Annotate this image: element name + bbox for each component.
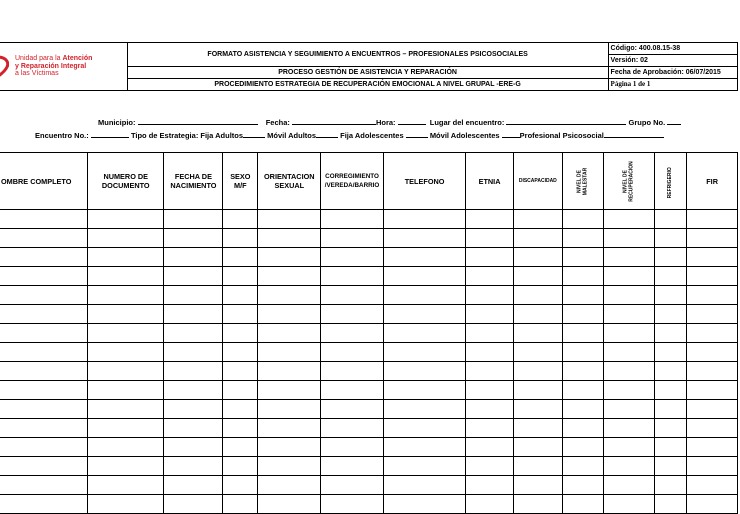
table-cell[interactable]	[164, 229, 223, 248]
fecha-label: Fecha:	[265, 118, 290, 127]
municipio-label: Municipio:	[98, 118, 136, 127]
table-cell[interactable]	[655, 229, 687, 248]
table-cell[interactable]	[563, 229, 604, 248]
table-cell[interactable]	[513, 305, 562, 324]
table-cell[interactable]	[321, 210, 383, 229]
table-cell[interactable]	[88, 210, 164, 229]
table-cell[interactable]	[258, 419, 321, 438]
table-cell[interactable]	[687, 210, 738, 229]
col-numero-documento: NUMERO DE DOCUMENTO	[88, 153, 164, 210]
table-row	[0, 267, 738, 286]
table-cell[interactable]	[321, 419, 383, 438]
table-cell[interactable]	[383, 457, 466, 476]
table-cell[interactable]	[88, 229, 164, 248]
table-cell[interactable]	[563, 324, 604, 343]
table-cell[interactable]	[655, 362, 687, 381]
table-cell[interactable]	[223, 362, 258, 381]
table-cell[interactable]	[0, 286, 88, 305]
table-cell[interactable]	[687, 324, 738, 343]
table-cell[interactable]	[164, 210, 223, 229]
table-cell[interactable]	[513, 476, 562, 495]
table-cell[interactable]	[321, 457, 383, 476]
table-cell[interactable]	[466, 324, 513, 343]
table-cell[interactable]	[383, 495, 466, 514]
table-cell[interactable]	[383, 343, 466, 362]
table-cell[interactable]	[223, 438, 258, 457]
table-cell[interactable]	[321, 476, 383, 495]
table-cell[interactable]	[88, 305, 164, 324]
table-cell[interactable]	[466, 229, 513, 248]
table-cell[interactable]	[0, 419, 88, 438]
logo-line3: a las Víctimas	[15, 70, 59, 78]
grupo-label: Grupo No.	[628, 118, 666, 127]
table-cell[interactable]	[223, 267, 258, 286]
table-cell[interactable]	[563, 495, 604, 514]
fija-adultos-field[interactable]	[243, 130, 265, 138]
table-cell[interactable]	[687, 457, 738, 476]
table-cell[interactable]	[0, 476, 88, 495]
table-cell[interactable]	[223, 286, 258, 305]
table-cell[interactable]	[466, 286, 513, 305]
table-cell[interactable]	[687, 400, 738, 419]
table-cell[interactable]	[687, 476, 738, 495]
col-nombre-completo: OMBRE COMPLETO	[0, 153, 88, 210]
table-cell[interactable]	[604, 286, 655, 305]
col-refrigerio	[655, 153, 687, 210]
table-cell[interactable]	[563, 286, 604, 305]
procedure-name: PROCEDIMIENTO ESTRATEGIA DE RECUPERACIÓN EMOCIONAL A NIVEL GRUPAL -ERE-G	[127, 79, 608, 91]
logo-line1: Unidad para la	[15, 55, 63, 63]
col-firma: FIR	[687, 153, 738, 210]
refrigerio-label: REFRIGERIO	[666, 167, 673, 199]
logo-text	[15, 55, 92, 78]
table-cell[interactable]	[687, 286, 738, 305]
table-cell[interactable]	[604, 495, 655, 514]
attendance-table-body	[0, 210, 738, 514]
table-cell[interactable]	[383, 381, 466, 400]
table-cell[interactable]	[0, 305, 88, 324]
table-cell[interactable]	[383, 419, 466, 438]
table-cell[interactable]	[655, 286, 687, 305]
table-cell[interactable]	[655, 419, 687, 438]
table-cell[interactable]	[0, 495, 88, 514]
table-cell[interactable]	[563, 210, 604, 229]
fija-adolescentes-field[interactable]	[406, 130, 428, 138]
table-cell[interactable]	[513, 419, 562, 438]
table-cell[interactable]	[466, 400, 513, 419]
table-cell[interactable]	[164, 457, 223, 476]
table-cell[interactable]	[0, 438, 88, 457]
table-cell[interactable]	[164, 362, 223, 381]
table-cell[interactable]	[604, 400, 655, 419]
page-number: Página 1 de 1	[608, 79, 737, 91]
table-cell[interactable]	[687, 381, 738, 400]
table-cell[interactable]	[513, 400, 562, 419]
table-cell[interactable]	[164, 495, 223, 514]
table-cell[interactable]	[513, 457, 562, 476]
table-cell[interactable]	[258, 248, 321, 267]
table-cell[interactable]	[383, 362, 466, 381]
table-cell[interactable]	[513, 229, 562, 248]
movil-adultos-field[interactable]	[316, 130, 338, 138]
table-cell[interactable]	[466, 248, 513, 267]
table-row	[0, 438, 738, 457]
tipo-label: Tipo de Estrategia: Fija Adultos	[130, 131, 244, 140]
col-corregimiento: CORREGIMIENTO /VEREDA/BARRIO	[321, 153, 383, 210]
table-row	[0, 210, 738, 229]
table-cell[interactable]	[164, 476, 223, 495]
form-line-2	[35, 130, 664, 140]
table-cell[interactable]	[563, 476, 604, 495]
table-cell[interactable]	[321, 495, 383, 514]
table-cell[interactable]	[513, 343, 562, 362]
table-cell[interactable]	[604, 324, 655, 343]
table-row	[0, 286, 738, 305]
table-cell[interactable]	[258, 324, 321, 343]
table-cell[interactable]	[604, 438, 655, 457]
table-cell[interactable]	[164, 324, 223, 343]
table-cell[interactable]	[223, 343, 258, 362]
table-cell[interactable]	[687, 343, 738, 362]
table-cell[interactable]	[466, 343, 513, 362]
table-cell[interactable]	[88, 286, 164, 305]
table-cell[interactable]	[321, 343, 383, 362]
table-cell[interactable]	[563, 343, 604, 362]
table-cell[interactable]	[258, 210, 321, 229]
form-line-1	[98, 117, 681, 127]
table-cell[interactable]	[513, 210, 562, 229]
table-cell[interactable]	[258, 381, 321, 400]
lugar-label: Lugar del encuentro:	[429, 118, 505, 127]
table-cell[interactable]	[383, 286, 466, 305]
table-cell[interactable]	[321, 438, 383, 457]
table-cell[interactable]	[563, 267, 604, 286]
table-cell[interactable]	[655, 210, 687, 229]
logo-heart-icon	[0, 55, 9, 79]
document-header	[0, 42, 738, 91]
table-cell[interactable]	[223, 324, 258, 343]
col-nivel-recuperacion	[604, 153, 655, 210]
table-cell[interactable]	[604, 305, 655, 324]
table-cell[interactable]	[88, 438, 164, 457]
fija-adolescentes-label: Fija Adolescentes	[340, 131, 404, 140]
table-cell[interactable]	[655, 400, 687, 419]
table-cell[interactable]	[604, 476, 655, 495]
table-cell[interactable]	[466, 457, 513, 476]
table-cell[interactable]	[88, 476, 164, 495]
table-cell[interactable]	[563, 400, 604, 419]
table-cell[interactable]	[88, 457, 164, 476]
grupo-field[interactable]	[667, 117, 681, 125]
table-cell[interactable]	[258, 438, 321, 457]
table-cell[interactable]	[466, 419, 513, 438]
encuentro-field[interactable]	[91, 130, 129, 138]
table-cell[interactable]	[655, 438, 687, 457]
table-cell[interactable]	[466, 267, 513, 286]
table-cell[interactable]	[88, 343, 164, 362]
table-cell[interactable]	[513, 286, 562, 305]
table-row	[0, 476, 738, 495]
table-cell[interactable]	[88, 362, 164, 381]
municipio-field[interactable]	[138, 117, 258, 125]
table-cell[interactable]	[466, 438, 513, 457]
table-cell[interactable]	[383, 267, 466, 286]
table-cell[interactable]	[513, 362, 562, 381]
table-cell[interactable]	[164, 419, 223, 438]
table-cell[interactable]	[88, 419, 164, 438]
table-cell[interactable]	[655, 248, 687, 267]
table-row	[0, 229, 738, 248]
table-cell[interactable]	[383, 438, 466, 457]
table-cell[interactable]	[0, 267, 88, 286]
table-cell[interactable]	[0, 457, 88, 476]
table-cell[interactable]	[223, 248, 258, 267]
table-cell[interactable]	[321, 400, 383, 419]
table-cell[interactable]	[88, 267, 164, 286]
table-cell[interactable]	[258, 286, 321, 305]
table-cell[interactable]	[687, 305, 738, 324]
doc-code: Código: 400.08.15-38	[608, 43, 737, 55]
table-header-row	[0, 153, 738, 210]
table-cell[interactable]	[655, 457, 687, 476]
table-cell[interactable]	[258, 476, 321, 495]
table-cell[interactable]	[223, 495, 258, 514]
table-row	[0, 457, 738, 476]
table-cell[interactable]	[0, 324, 88, 343]
table-cell[interactable]	[258, 305, 321, 324]
table-cell[interactable]	[604, 267, 655, 286]
col-fecha-nacimiento: FECHA DE NACIMIENTO	[164, 153, 223, 210]
col-etnia: ETNIA	[466, 153, 513, 210]
table-row	[0, 362, 738, 381]
table-cell[interactable]	[563, 419, 604, 438]
table-cell[interactable]	[164, 248, 223, 267]
table-cell[interactable]	[0, 229, 88, 248]
table-cell[interactable]	[604, 248, 655, 267]
table-cell[interactable]	[513, 438, 562, 457]
table-cell[interactable]	[258, 343, 321, 362]
table-cell[interactable]	[513, 324, 562, 343]
table-row	[0, 343, 738, 362]
table-cell[interactable]	[655, 324, 687, 343]
profesional-label: Profesional Psicosocial	[519, 131, 604, 140]
table-cell[interactable]	[258, 362, 321, 381]
table-cell[interactable]	[0, 362, 88, 381]
table-cell[interactable]	[321, 229, 383, 248]
attendance-table	[0, 152, 738, 514]
table-cell[interactable]	[513, 381, 562, 400]
table-cell[interactable]	[687, 229, 738, 248]
table-cell[interactable]	[383, 248, 466, 267]
table-cell[interactable]	[321, 305, 383, 324]
col-nivel-malestar	[563, 153, 604, 210]
format-title: FORMATO ASISTENCIA Y SEGUIMIENTO A ENCUENTROS – PROFESIONALES PSICOSOCIALES	[127, 43, 608, 67]
table-cell[interactable]	[164, 343, 223, 362]
table-row	[0, 495, 738, 514]
table-cell[interactable]	[88, 381, 164, 400]
doc-version: Versión: 02	[608, 55, 737, 67]
table-row	[0, 400, 738, 419]
fecha-field[interactable]	[292, 117, 376, 125]
table-cell[interactable]	[223, 229, 258, 248]
table-cell[interactable]	[563, 305, 604, 324]
table-cell[interactable]	[383, 229, 466, 248]
table-cell[interactable]	[466, 476, 513, 495]
table-cell[interactable]	[321, 286, 383, 305]
table-cell[interactable]	[0, 343, 88, 362]
movil-adolescentes-field[interactable]	[502, 130, 520, 138]
table-cell[interactable]	[687, 248, 738, 267]
table-cell[interactable]	[604, 419, 655, 438]
table-row	[0, 324, 738, 343]
table-cell[interactable]	[223, 400, 258, 419]
movil-adultos-label: Móvil Adultos	[267, 131, 317, 140]
table-cell[interactable]	[164, 400, 223, 419]
col-telefono: TELEFONO	[383, 153, 466, 210]
movil-adolescentes-label: Móvil Adolescentes	[429, 131, 500, 140]
table-cell[interactable]	[604, 362, 655, 381]
hora-field[interactable]	[398, 117, 426, 125]
table-cell[interactable]	[383, 305, 466, 324]
table-cell[interactable]	[258, 267, 321, 286]
table-cell[interactable]	[687, 419, 738, 438]
table-cell[interactable]	[513, 267, 562, 286]
table-cell[interactable]	[383, 476, 466, 495]
table-cell[interactable]	[563, 438, 604, 457]
table-cell[interactable]	[321, 362, 383, 381]
table-row	[0, 419, 738, 438]
table-cell[interactable]	[258, 400, 321, 419]
table-cell[interactable]	[383, 400, 466, 419]
profesional-field[interactable]	[604, 130, 664, 138]
table-row	[0, 381, 738, 400]
table-cell[interactable]	[655, 381, 687, 400]
table-cell[interactable]	[321, 267, 383, 286]
col-sexo: SEXO M/F	[223, 153, 258, 210]
table-cell[interactable]	[466, 381, 513, 400]
table-cell[interactable]	[655, 343, 687, 362]
table-cell[interactable]	[88, 248, 164, 267]
table-cell[interactable]	[0, 210, 88, 229]
table-cell[interactable]	[164, 438, 223, 457]
table-cell[interactable]	[223, 419, 258, 438]
table-cell[interactable]	[466, 362, 513, 381]
approval-date: Fecha de Aprobación: 06/07/2015	[608, 67, 737, 79]
table-cell[interactable]	[164, 381, 223, 400]
table-cell[interactable]	[687, 495, 738, 514]
table-cell[interactable]	[88, 400, 164, 419]
table-cell[interactable]	[383, 324, 466, 343]
table-row	[0, 305, 738, 324]
institution-logo	[0, 45, 127, 89]
table-cell[interactable]	[604, 210, 655, 229]
table-cell[interactable]	[466, 305, 513, 324]
nivel-malestar-label: NIVEL DE MALESTAR	[576, 167, 589, 195]
table-cell[interactable]	[258, 495, 321, 514]
table-cell[interactable]	[655, 495, 687, 514]
table-cell[interactable]	[0, 400, 88, 419]
table-cell[interactable]	[655, 305, 687, 324]
table-cell[interactable]	[88, 324, 164, 343]
table-cell[interactable]	[164, 286, 223, 305]
table-cell[interactable]	[563, 362, 604, 381]
logo-line1-bold: Atención	[62, 55, 93, 63]
table-cell[interactable]	[321, 248, 383, 267]
table-cell[interactable]	[513, 495, 562, 514]
logo-cell	[0, 43, 127, 91]
table-cell[interactable]	[0, 248, 88, 267]
hora-label: Hora:	[375, 118, 396, 127]
table-cell[interactable]	[655, 476, 687, 495]
table-cell[interactable]	[466, 210, 513, 229]
encuentro-label: Encuentro No.:	[35, 131, 89, 140]
nivel-recuperacion-label: NIVEL DE RECUPERACION	[622, 160, 635, 202]
table-row	[0, 248, 738, 267]
table-cell[interactable]	[321, 381, 383, 400]
table-cell[interactable]	[0, 381, 88, 400]
table-cell[interactable]	[687, 267, 738, 286]
col-discapacidad: DISCAPACIDAD	[513, 153, 562, 210]
table-cell[interactable]	[513, 248, 562, 267]
col-orientacion-sexual: ORIENTACION SEXUAL	[258, 153, 321, 210]
table-cell[interactable]	[604, 381, 655, 400]
lugar-field[interactable]	[506, 117, 626, 125]
table-cell[interactable]	[164, 305, 223, 324]
table-cell[interactable]	[223, 457, 258, 476]
table-cell[interactable]	[563, 381, 604, 400]
table-cell[interactable]	[88, 495, 164, 514]
table-cell[interactable]	[223, 305, 258, 324]
logo-line2: y Reparación Integral	[15, 62, 87, 70]
table-cell[interactable]	[655, 267, 687, 286]
table-cell[interactable]	[563, 248, 604, 267]
table-cell[interactable]	[223, 210, 258, 229]
table-cell[interactable]	[604, 457, 655, 476]
table-cell[interactable]	[687, 438, 738, 457]
table-cell[interactable]	[383, 210, 466, 229]
table-cell[interactable]	[223, 476, 258, 495]
process-name: PROCESO GESTIÓN DE ASISTENCIA Y REPARACIÓN	[127, 67, 608, 79]
table-cell[interactable]	[223, 381, 258, 400]
table-cell[interactable]	[687, 362, 738, 381]
table-cell[interactable]	[164, 267, 223, 286]
table-cell[interactable]	[321, 324, 383, 343]
table-cell[interactable]	[258, 457, 321, 476]
table-cell[interactable]	[466, 495, 513, 514]
table-cell[interactable]	[258, 229, 321, 248]
table-cell[interactable]	[563, 457, 604, 476]
table-cell[interactable]	[604, 343, 655, 362]
table-cell[interactable]	[604, 229, 655, 248]
